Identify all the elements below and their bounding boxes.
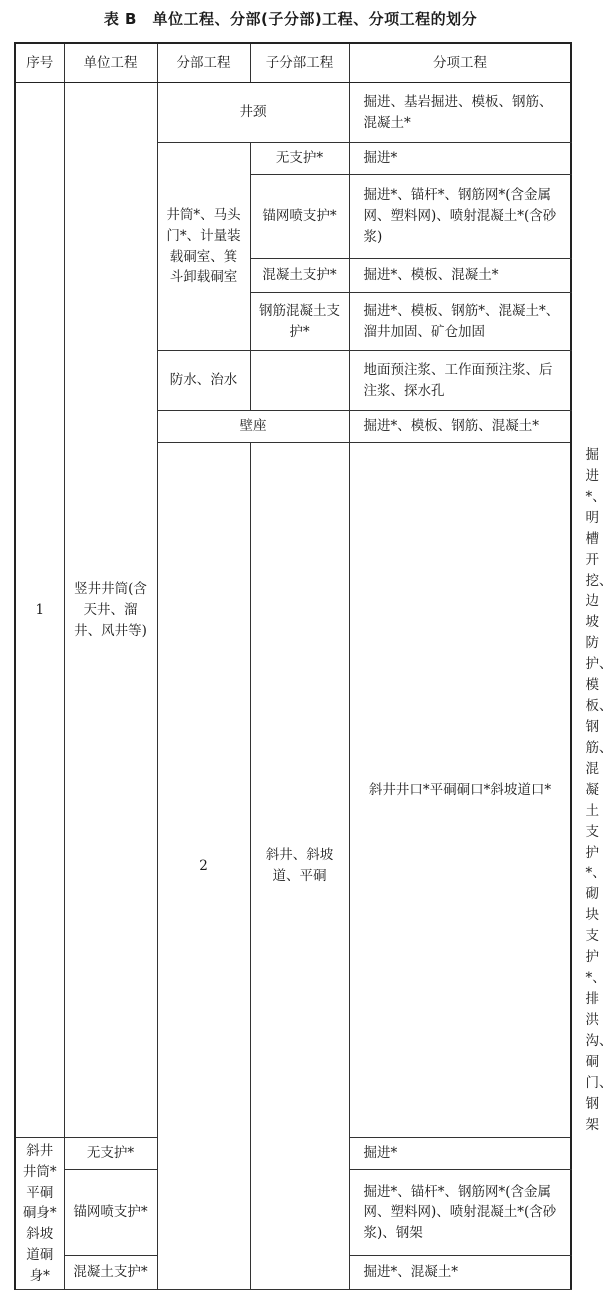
cell-no: 1 xyxy=(15,83,64,1138)
table-row: 2 斜井、斜坡道、平硐 斜井井口*平硐硐口*斜坡道口* 掘进*、明槽开挖、边坡防护、模板、钢筋、混凝土支护*、砌块支护*、排洪沟、硐门、钢架 xyxy=(15,443,571,1138)
cell-items: 掘进*、模板、钢筋*、混凝土*、溜井加固、矿仓加固 xyxy=(349,293,571,351)
cell-unit: 竖井井筒(含天井、溜井、风井等) xyxy=(64,83,157,1138)
cell-subpart: 混凝土支护* xyxy=(250,259,349,293)
cell-items: 掘进*、锚杆*、钢筋网*(含金属网、塑料网)、喷射混凝土*(含砂浆) xyxy=(349,175,571,259)
table-row xyxy=(15,83,571,143)
cell-subpart: 钢筋混凝土支护* xyxy=(250,293,349,351)
cell-items: 掘进*、模板、钢筋、混凝土* xyxy=(349,411,571,443)
header-items: 分项工程 xyxy=(349,43,571,83)
cell-no: 2 xyxy=(157,443,250,1290)
cell-subpart-empty xyxy=(250,351,349,411)
cell-subpart: 无支护* xyxy=(64,1138,157,1170)
table-title: 表 B 单位工程、分部(子分部)工程、分项工程的划分 xyxy=(103,10,478,28)
header-row xyxy=(15,43,571,83)
cell-subpart: 无支护* xyxy=(250,143,349,175)
cell-items: 掘进*、模板、混凝土* xyxy=(349,259,571,293)
cell-part: 井颈 xyxy=(157,83,349,143)
cell-items: 掘进*、混凝土* xyxy=(349,1256,571,1290)
cell-subpart: 锚网喷支护* xyxy=(64,1170,157,1256)
header-part: 分部工程 xyxy=(157,43,250,83)
cell-items: 掘进* xyxy=(349,1138,571,1170)
cell-items: 掘进* xyxy=(349,143,571,175)
header-unit: 单位工程 xyxy=(64,43,157,83)
cell-items: 地面预注浆、工作面预注浆、后注浆、探水孔 xyxy=(349,351,571,411)
cell-subpart: 混凝土支护* xyxy=(64,1256,157,1290)
cell-part: 斜井井口*平硐硐口*斜坡道口* xyxy=(349,443,571,1138)
cell-items: 掘进、基岩掘进、模板、钢筋、混凝土* xyxy=(349,83,571,143)
header-no: 序号 xyxy=(15,43,64,83)
cell-part: 防水、治水 xyxy=(157,351,250,411)
division-table xyxy=(14,42,613,1290)
cell-unit: 斜井、斜坡道、平硐 xyxy=(250,443,349,1290)
header-subpart: 子分部工程 xyxy=(250,43,349,83)
cell-part: 井筒*、马头门*、计量装载硐室、箕斗卸载硐室 xyxy=(157,143,250,351)
cell-part: 壁座 xyxy=(157,411,349,443)
cell-part: 斜井井筒*平硐硐身*斜坡道硐身* xyxy=(15,1138,64,1290)
cell-subpart: 锚网喷支护* xyxy=(250,175,349,259)
cell-items: 掘进*、锚杆*、钢筋网*(含金属网、塑料网)、喷射混凝土*(含砂浆)、钢架 xyxy=(349,1170,571,1256)
